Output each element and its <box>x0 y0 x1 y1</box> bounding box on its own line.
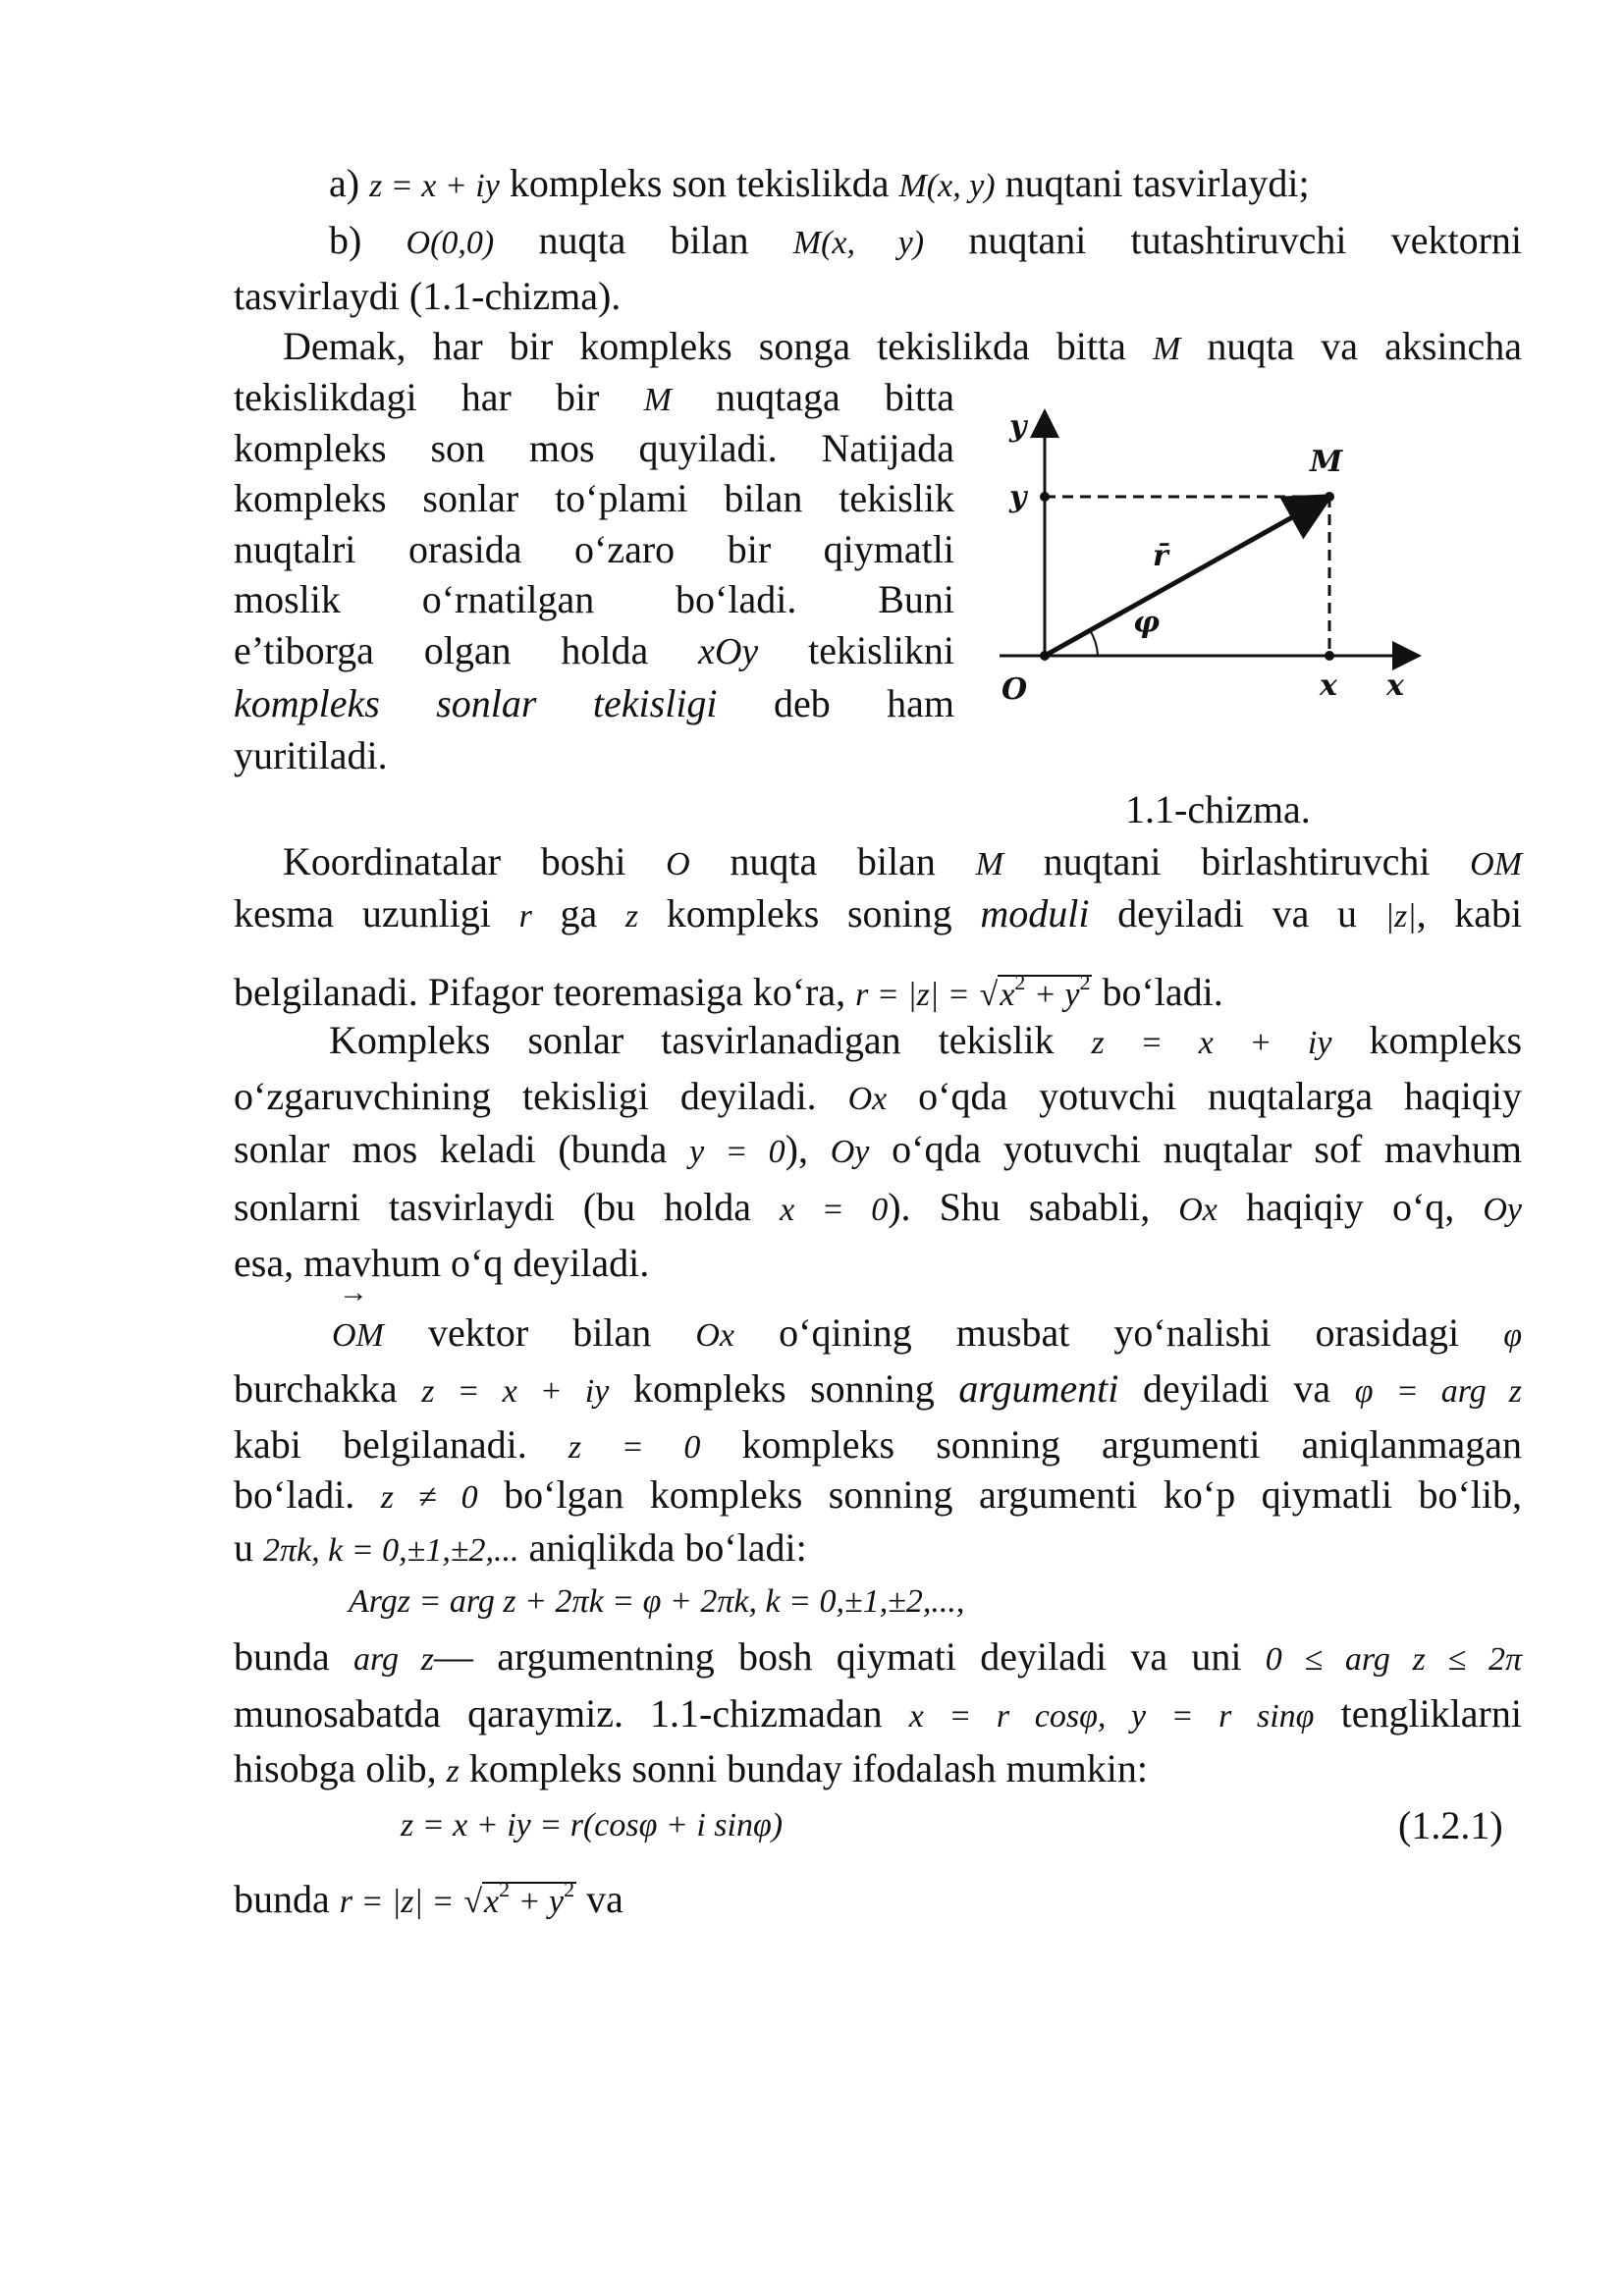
label-origin: O <box>1001 672 1028 707</box>
paragraph-last: bunda $r = |z| = √x^2 + y^2$ va <box>234 1877 623 1921</box>
paragraph-koordinatalar-3: belgilanadi. Pifagor teoremasiga ko‘ra, $r = |z| = √x^2 + y^2$ bo‘ladi. <box>234 970 1223 1014</box>
paragraph-vector-4: bo‘ladi. z ≠ 0 bo‘lgan kompleks sonning argumenti ko‘p qiymatli bo‘lib, <box>234 1472 1523 1517</box>
equation: O(0,0) <box>406 225 495 261</box>
paragraph-vector-3: kabi belgilanadi. z = 0 kompleks sonning argumenti aniqlanmagan <box>234 1422 1523 1467</box>
paragraph-bunda-3: hisobga olib, z kompleks sonni bunday ifodalash mumkin: <box>234 1746 1148 1790</box>
paragraph-kompleks-5: esa, mavhum o‘q deyiladi. <box>234 1241 650 1285</box>
wrap-line-6: e’tiborga olgan holda xOy tekislikni <box>234 628 954 672</box>
label-y-axis: y <box>1009 409 1027 444</box>
y-tick-point <box>1040 492 1050 502</box>
paragraph-kompleks-2: o‘zgaruvchining tekisligi deyiladi. Ox o‘qda yotuvchi nuqtalarga haqiqiy <box>234 1074 1522 1118</box>
wrap-line-7: kompleks sonlar tekisligi deb ham <box>234 681 955 725</box>
item-a: a) z = x + iy kompleks son tekislikda M(x, y) nuqtani tasvirlaydi; <box>329 161 1310 205</box>
figure-caption: 1.1-chizma. <box>1125 787 1311 831</box>
label-point-m: M <box>1310 445 1343 479</box>
term-argumenti: argumenti <box>958 1366 1119 1411</box>
term-moduli: moduli <box>980 891 1090 935</box>
label-x-value: x <box>1320 668 1337 703</box>
item-b: b) O(0,0) nuqta bilan M(x, y) nuqtani tutashtiruvchi vektorni <box>329 218 1523 262</box>
wrap-line-3: kompleks sonlar to‘plami bilan tekislik <box>234 476 954 520</box>
term-kompleks-sonlar-tekisligi: kompleks sonlar tekisligi <box>234 681 718 725</box>
origin-point <box>1040 651 1050 661</box>
formula-number: (1.2.1) <box>1398 1803 1503 1847</box>
paragraph-vector-2: burchakka z = x + iy kompleks sonning argumenti deyiladi va φ = arg z <box>234 1366 1523 1411</box>
paragraph-bunda-2: munosabatda qaraymiz. 1.1-chizmadan x = r cosφ, y = r sinφ tengliklarni <box>234 1691 1522 1735</box>
equation: z = x + iy <box>369 168 500 204</box>
formula-arg: Argz = arg z + 2πk = φ + 2πk, k = 0,±1,±2,..., <box>349 1583 965 1620</box>
paragraph-kompleks-4: sonlarni tasvirlaydi (bu holda x = 0). Shu sababli, Ox haqiqiy o‘q, Oy <box>234 1185 1523 1229</box>
paragraph-koordinatalar-2: kesma uzunligi r ga z kompleks soning moduli deyiladi va u |z|, kabi <box>234 891 1523 935</box>
complex-plane-diagram <box>992 402 1434 717</box>
wrap-line-5: moslik o‘rnatilgan bo‘ladi. Buni <box>234 577 954 621</box>
label-angle-phi: φ <box>1133 606 1161 640</box>
equation: M(x, y) <box>792 225 925 261</box>
wrap-line-4: nuqtalri orasida o‘zaro bir qiymatli <box>234 527 954 571</box>
paragraph-bunda-1: bunda arg z— argumentning bosh qiymati deyiladi va uni 0 ≤ arg z ≤ 2π <box>234 1634 1523 1679</box>
wrap-line-1: tekislikdagi har bir M nuqtaga bitta <box>234 375 955 419</box>
paragraph-kompleks-3: sonlar mos keladi (bunda y = 0), Oy o‘qda yotuvchi nuqtalar sof mavhum <box>234 1127 1523 1171</box>
vector-om <box>1045 499 1326 656</box>
label-vector-r: r̄ <box>1153 539 1168 573</box>
paragraph-koordinatalar-1: Koordinatalar boshi O nuqta bilan M nuqtani birlashtiruvchi OM <box>283 839 1523 883</box>
point-m <box>1325 492 1334 502</box>
paragraph-vector-1: OM vektor bilan Ox o‘qining musbat yo‘nalishi orasidagi φ <box>332 1310 1523 1355</box>
label-x-axis: x <box>1386 668 1404 703</box>
wrap-line-2: kompleks son mos quyiladi. Natijada <box>234 426 954 470</box>
item-b-continuation: tasvirlaydi (1.1-chizma). <box>234 274 622 318</box>
label-y-value: y <box>1009 480 1027 514</box>
formula-1-2-1: z = x + iy = r(cosφ + i sinφ) <box>401 1807 784 1843</box>
angle-arc <box>1090 630 1098 656</box>
sqrt-x2-y2: $√x^2 + y^2$ <box>979 970 1091 1013</box>
wrap-line-8: yuritiladi. <box>234 733 388 777</box>
sqrt-x2-y2: $√x^2 + y^2$ <box>463 1877 575 1920</box>
paragraph-vector-5: u 2πk, k = 0,±1,±2,... aniqlikda bo‘ladi: <box>234 1525 807 1570</box>
vector-arrow: → <box>339 1276 368 1308</box>
paragraph-kompleks-1: Kompleks sonlar tasvirlanadigan tekislik z = x + iy kompleks <box>329 1018 1523 1062</box>
equation: M(x, y) <box>898 168 996 204</box>
x-tick-point <box>1325 651 1334 661</box>
paragraph-demak: Demak, har bir kompleks songa tekislikda bitta M nuqta va aksincha <box>283 324 1523 368</box>
